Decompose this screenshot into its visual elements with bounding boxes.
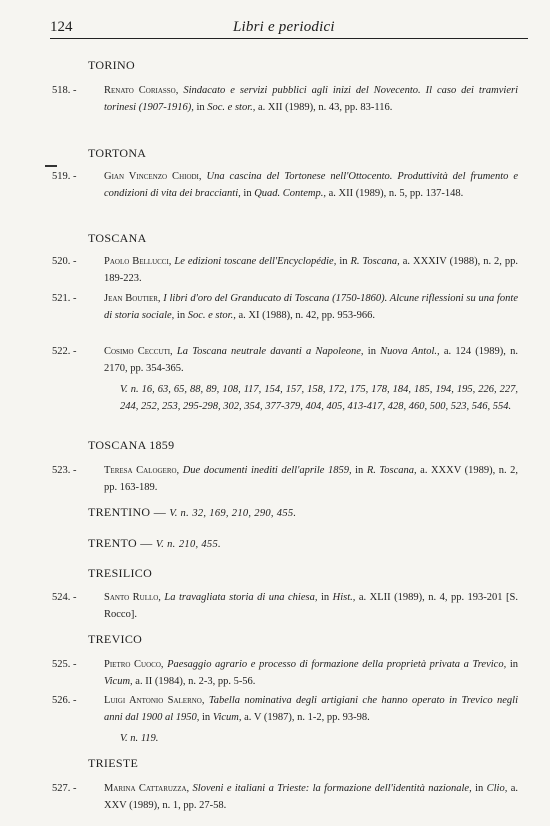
entry-number: 525. - xyxy=(52,659,77,670)
entry-in: in xyxy=(320,592,330,603)
section-heading-toscana: TOSCANA xyxy=(88,231,147,245)
entry-text xyxy=(104,253,518,287)
cross-reference-label: V. n. xyxy=(120,384,139,395)
dash: — xyxy=(153,505,167,519)
bibliography-entry-519 xyxy=(52,168,518,202)
entry-details: a. XXV (1989), n. 1, pp. 27-58. xyxy=(104,783,519,811)
entry-journal: Quad. Contemp., xyxy=(254,188,326,199)
entry-author: Luigi Antonio Salerno, xyxy=(104,695,205,706)
cross-reference-label: V. n. xyxy=(169,508,190,519)
section-label: TRENTINO xyxy=(88,505,151,519)
entry-text xyxy=(104,589,518,623)
entry-journal: Soc. e stor., xyxy=(207,102,256,113)
entry-author: Jean Boutier, xyxy=(104,293,161,304)
entry-text xyxy=(104,780,518,814)
entry-in: in xyxy=(475,783,484,794)
entry-details: a. XII (1989), n. 43, pp. 83-116. xyxy=(258,102,393,113)
bibliography-entry-521 xyxy=(52,290,518,324)
cross-reference-numbers: 119. xyxy=(140,733,159,744)
entry-in: in xyxy=(202,712,211,723)
entry-journal: R. Toscana, xyxy=(366,465,417,476)
bibliography-entry-527 xyxy=(52,780,518,814)
entry-details: a. XI (1988), n. 42, pp. 953-966. xyxy=(238,310,375,321)
entry-in: in xyxy=(355,465,364,476)
entry-in: in xyxy=(196,102,205,113)
entry-text xyxy=(104,290,518,324)
entry-journal: Clio, xyxy=(486,783,508,794)
entry-details: a. XII (1989), n. 5, pp. 137-148. xyxy=(328,188,464,199)
section-heading-trieste: TRIESTE xyxy=(88,756,139,770)
entry-title: Paesaggio agrario e processo di formazione della proprietà privata a Trevico, xyxy=(167,659,507,670)
entry-details: a. XXXIV (1988), n. 2, pp. 189-223. xyxy=(104,256,519,284)
page-number: 124 xyxy=(50,19,73,35)
entry-journal: Soc. e stor., xyxy=(187,310,236,321)
entry-in: in xyxy=(176,310,186,321)
entry-details: a. II (1984), n. 2-3, pp. 5-56. xyxy=(135,676,256,687)
entry-number: 522. - xyxy=(52,346,77,357)
entry-title: Due documenti inediti dell'aprile 1859, xyxy=(182,465,352,476)
entry-in: in xyxy=(339,256,348,267)
entry-author: Pietro Cuoco, xyxy=(104,659,164,670)
section-heading-trentino xyxy=(88,505,296,520)
entry-details: a. V (1987), n. 1-2, pp. 93-98. xyxy=(244,712,370,723)
section-heading-torino: TORINO xyxy=(88,58,135,72)
entry-journal: R. Toscana, xyxy=(350,256,400,267)
entry-number: 518. - xyxy=(52,85,77,96)
entry-title: Una cascina del Tortonese nell'Ottocento. Produttività del frumento e condizioni di vita dei braccianti, xyxy=(104,171,519,199)
entry-number: 526. - xyxy=(52,695,77,706)
page-header xyxy=(0,0,550,40)
entry-in: in xyxy=(509,659,518,670)
entry-text xyxy=(104,462,518,496)
entry-in: in xyxy=(243,188,252,199)
bibliography-entry-524 xyxy=(52,589,518,623)
cross-reference xyxy=(120,730,518,747)
entry-title: Le edizioni toscane dell'Encyclopédie, xyxy=(174,256,337,267)
entry-number: 527. - xyxy=(52,783,77,794)
dash: — xyxy=(140,536,153,550)
entry-text xyxy=(104,168,518,202)
entry-title: Sloveni e italiani a Trieste: la formazione dell'identità nazionale, xyxy=(192,783,472,794)
bibliography-entry-526 xyxy=(52,692,518,747)
section-heading-trevico: TREVICO xyxy=(88,632,143,646)
entry-author: Paolo Bellucci, xyxy=(104,256,172,267)
cross-reference-label: V. n. xyxy=(155,539,176,550)
entry-journal: Nuova Antol., xyxy=(380,346,440,357)
running-title: Libri e periodici xyxy=(233,19,335,35)
section-heading-toscana-1859: TOSCANA 1859 xyxy=(88,438,175,452)
cross-reference-numbers: 210, 455. xyxy=(178,539,221,550)
section-heading-trento xyxy=(88,536,221,551)
bibliography-entry-522 xyxy=(52,343,518,415)
cross-reference-numbers: 16, 63, 65, 88, 89, 108, 117, 154, 157, 158, 172, 175, 178, 184, 185, 194, 195, 226, 227, 244, 252, 253, 295-298, 302, 354, 377-379, 404, 405, 413-417, 428, 460, 500, 523, 546, 554. xyxy=(120,384,519,412)
entry-number: 521. - xyxy=(52,293,77,304)
bibliography-entry-520 xyxy=(52,253,518,287)
entry-title: Sindacato e servizi pubblici agli inizi del Novecento. Il caso dei tramvieri torinesi (1907-1916), xyxy=(104,85,519,113)
entry-text xyxy=(104,692,518,726)
header-rule xyxy=(50,38,528,39)
bibliography-entry-518 xyxy=(52,82,518,116)
section-heading-tortona: TORTONA xyxy=(88,146,147,160)
entry-title: Tabella nominativa degli artigiani che hanno operato in Trevico negli anni dal 1900 al 1950, xyxy=(104,695,519,723)
entry-in: in xyxy=(367,346,376,357)
bibliography-entry-523 xyxy=(52,462,518,496)
entry-number: 519. - xyxy=(52,171,77,182)
entry-details: a. XLII (1989), n. 4, pp. 193-201 [S. Rocco]. xyxy=(104,592,518,620)
cross-reference-label: V. n. xyxy=(120,733,139,744)
section-heading-tresilico: TRESILICO xyxy=(88,566,153,580)
entry-title: I libri d'oro del Granducato di Toscana (1750-1860). Alcune riflessioni su una fonte di storia sociale, xyxy=(104,293,519,321)
entry-journal: Vicum, xyxy=(212,712,242,723)
entry-number: 520. - xyxy=(52,256,77,267)
entry-journal: Hist., xyxy=(332,592,356,603)
entry-text xyxy=(104,343,518,377)
entry-author: Santo Rullo, xyxy=(104,592,161,603)
entry-author: Gian Vincenzo Chiodi, xyxy=(104,171,202,182)
entry-author: Teresa Calogero, xyxy=(104,465,180,476)
section-label: TRENTO xyxy=(88,536,137,550)
entry-title: La Toscana neutrale davanti a Napoleone, xyxy=(176,346,364,357)
entry-details: a. XXXV (1989), n. 2, pp. 163-189. xyxy=(104,465,519,493)
entry-details: a. 124 (1989), n. 2170, pp. 354-365. xyxy=(104,346,519,374)
entry-text xyxy=(104,82,518,116)
entry-text xyxy=(104,656,518,690)
cross-reference xyxy=(120,381,518,415)
entry-author: Renato Coriasso, xyxy=(104,85,179,96)
entry-journal: Vicum, xyxy=(104,676,133,687)
entry-number: 523. - xyxy=(52,465,77,476)
entry-author: Marina Cattaruzza, xyxy=(104,783,190,794)
margin-mark xyxy=(45,165,57,167)
cross-reference-numbers: 32, 169, 210, 290, 455. xyxy=(192,508,297,519)
entry-number: 524. - xyxy=(52,592,77,603)
bibliography-entry-525 xyxy=(52,656,518,690)
entry-title: La travagliata storia di una chiesa, xyxy=(164,592,318,603)
entry-author: Cosimo Ceccuti, xyxy=(104,346,173,357)
